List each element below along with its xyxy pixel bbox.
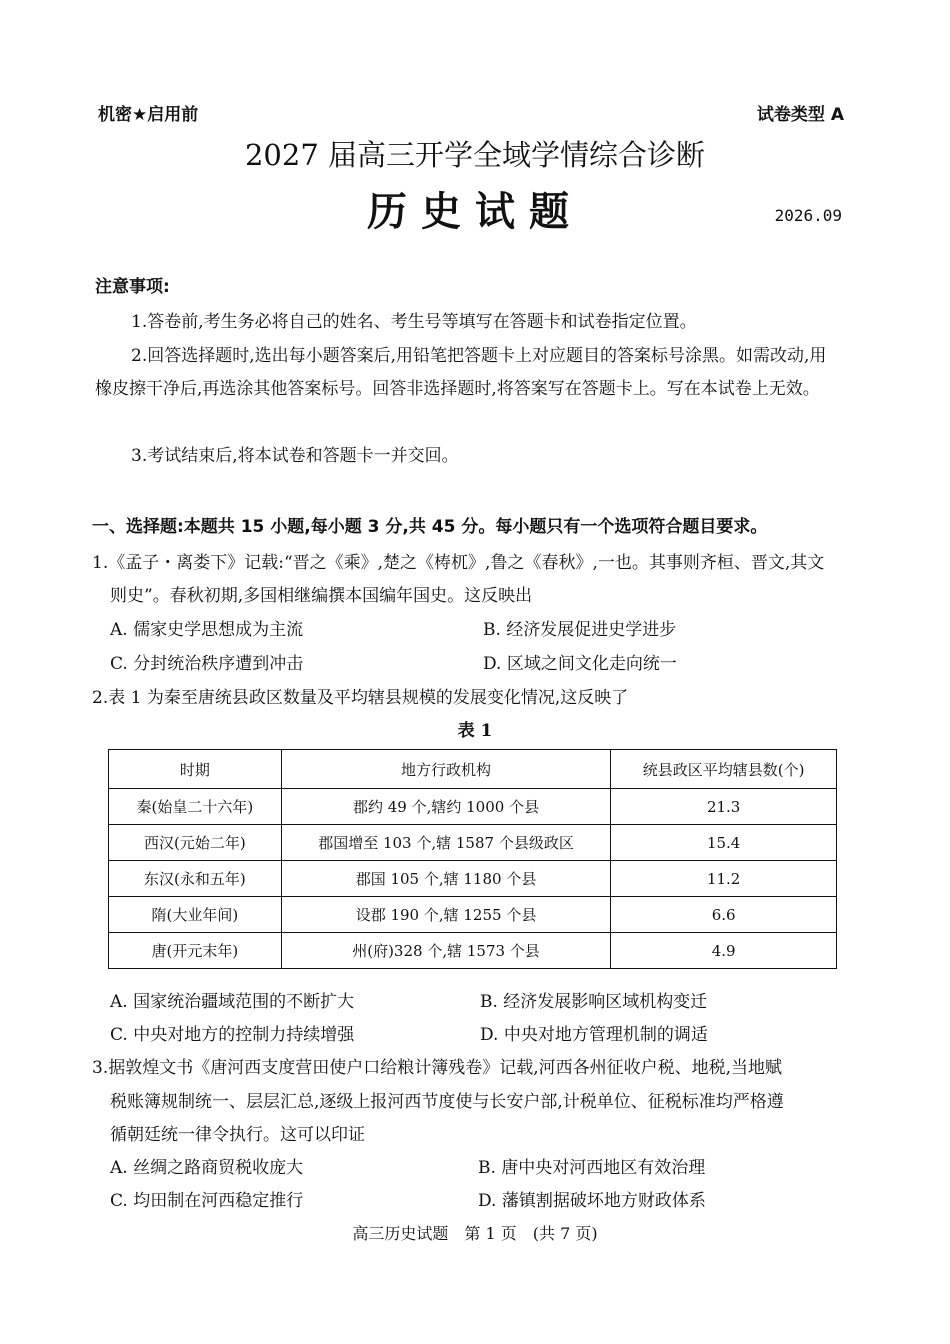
table-cell-institution: 郡国 105 个,辖 1180 个县 <box>281 861 611 897</box>
q1-option-c: C. 分封统治秩序遭到冲击 <box>110 654 304 674</box>
exam-date: 2026.09 <box>774 206 842 225</box>
table-header-average: 统县政区平均辖县数(个) <box>611 750 837 789</box>
table-cell-period: 唐(开元末年) <box>109 933 282 969</box>
table-cell-period: 东汉(永和五年) <box>109 861 282 897</box>
notice-item-2: 2.回答选择题时,选出每小题答案后,用铅笔把答题卡上对应题目的答案标号涂黑。如需改动,用橡皮擦干净后,再选涂其他答案标号。回答非选择题时,将答案写在答题卡上。写在本试卷上无效。 <box>95 346 827 399</box>
q3-option-a: A. 丝绸之路商贸税收庞大 <box>110 1158 304 1178</box>
q3-stem-line2: 税账簿规制统一、层层汇总,逐级上报河西节度使与长安户部,计税单位、征税标准均严格遵 <box>110 1092 784 1112</box>
q3-option-d: D. 藩镇割据破坏地方财政体系 <box>478 1191 706 1211</box>
q3-option-b: B. 唐中央对河西地区有效治理 <box>478 1158 706 1178</box>
table-row <box>109 933 837 969</box>
table-row <box>109 861 837 897</box>
notice-heading: 注意事项: <box>95 277 170 297</box>
table-header-period: 时期 <box>109 750 282 789</box>
table-header-institution: 地方行政机构 <box>281 750 611 789</box>
subject-title: 历史试题 <box>367 189 583 235</box>
table-row <box>109 789 837 825</box>
q2-stem: 2.表 1 为秦至唐统县政区数量及平均辖县规模的发展变化情况,这反映了 <box>92 688 629 708</box>
q3-stem-line3: 循朝廷统一律令执行。这可以印证 <box>110 1125 365 1145</box>
notice-item-1: 1.答卷前,考生务必将自己的姓名、考生号等填写在答题卡和试卷指定位置。 <box>131 312 697 332</box>
table-cell-average: 15.4 <box>611 825 837 861</box>
q2-option-c: C. 中央对地方的控制力持续增强 <box>110 1025 355 1045</box>
q1-option-b: B. 经济发展促进史学进步 <box>483 620 677 640</box>
q1-stem-line1: 1.《孟子・离娄下》记载:“晋之《乘》,楚之《梼杌》,鲁之《春秋》,一也。其事则齐桓、晋文,其文 <box>92 553 825 573</box>
admin-division-table <box>108 749 837 969</box>
table-row <box>109 825 837 861</box>
section-heading: 一、选择题:本题共 15 小题,每小题 3 分,共 45 分。每小题只有一个选项符合题目要求。 <box>92 517 768 537</box>
table-cell-average: 11.2 <box>611 861 837 897</box>
table-header-row <box>109 750 837 789</box>
notice-item-3: 3.考试结束后,将本试卷和答题卡一并交回。 <box>131 446 459 466</box>
q2-option-d: D. 中央对地方管理机制的调适 <box>480 1025 708 1045</box>
table-cell-average: 6.6 <box>611 897 837 933</box>
table-cell-period: 隋(大业年间) <box>109 897 282 933</box>
q1-option-a: A. 儒家史学思想成为主流 <box>110 620 304 640</box>
table-cell-average: 21.3 <box>611 789 837 825</box>
q3-stem-line1: 3.据敦煌文书《唐河西支度营田使户口给粮计簿残卷》记载,河西各州征收户税、地税,当地赋 <box>92 1058 783 1078</box>
table-cell-average: 4.9 <box>611 933 837 969</box>
q3-option-c: C. 均田制在河西稳定推行 <box>110 1191 304 1211</box>
table-cell-period: 秦(始皇二十六年) <box>109 789 282 825</box>
table-cell-period: 西汉(元始二年) <box>109 825 282 861</box>
table-cell-institution: 设郡 190 个,辖 1255 个县 <box>281 897 611 933</box>
table-cell-institution: 郡约 49 个,辖约 1000 个县 <box>281 789 611 825</box>
table-cell-institution: 郡国增至 103 个,辖 1587 个县级政区 <box>281 825 611 861</box>
table-cell-institution: 州(府)328 个,辖 1573 个县 <box>281 933 611 969</box>
q2-option-b: B. 经济发展影响区域机构变迁 <box>480 992 708 1012</box>
q1-stem-line2: 则史”。春秋初期,多国相继编撰本国编年国史。这反映出 <box>110 586 533 606</box>
exam-title: 2027 届高三开学全域学情综合诊断 <box>244 138 706 172</box>
table-row <box>109 897 837 933</box>
q1-option-d: D. 区域之间文化走向统一 <box>483 654 677 674</box>
paper-type-label: 试卷类型 A <box>756 105 844 125</box>
page-footer: 高三历史试题 第 1 页 (共 7 页) <box>352 1224 598 1243</box>
q2-option-a: A. 国家统治疆域范围的不断扩大 <box>110 992 355 1012</box>
table-caption: 表 1 <box>457 721 493 741</box>
confidential-label: 机密★启用前 <box>98 105 199 125</box>
